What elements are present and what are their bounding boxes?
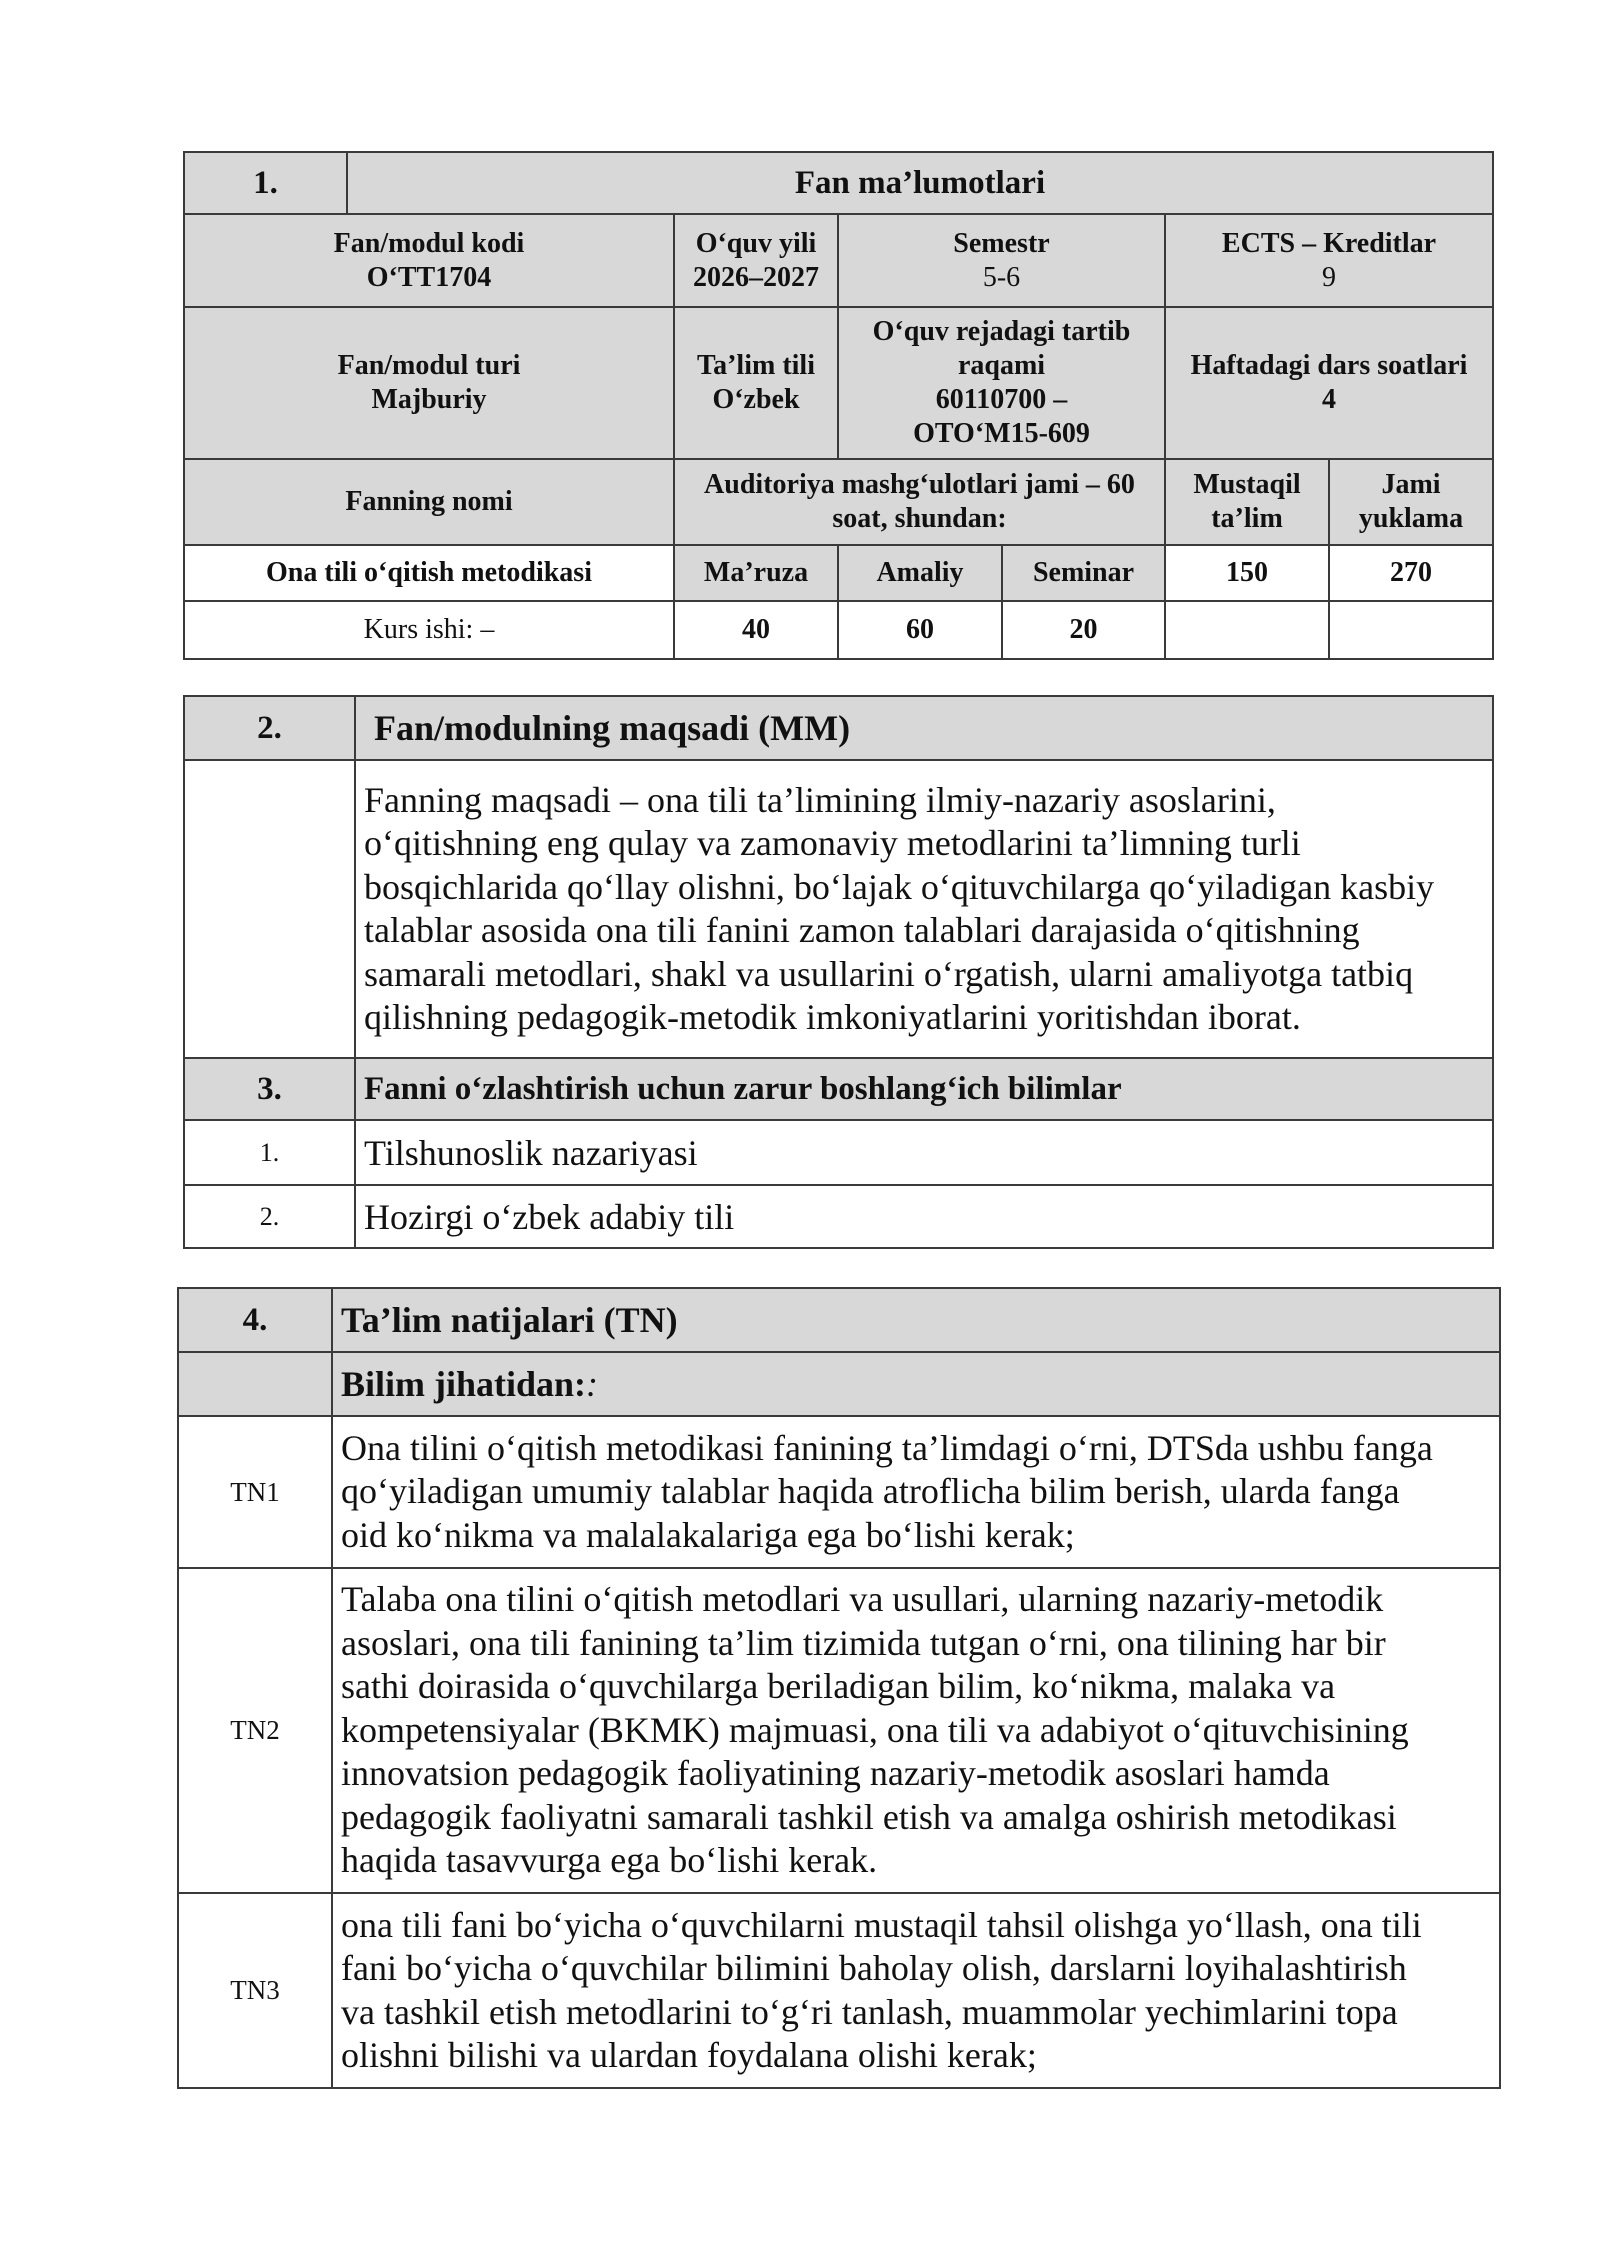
section-number: 4. bbox=[178, 1288, 332, 1352]
lecture-hours: 40 bbox=[674, 601, 838, 659]
module-type-cell: Fan/modul turi Majburiy bbox=[184, 307, 674, 459]
language-cell: Ta’lim tili O‘zbek bbox=[674, 307, 838, 459]
total-load-label: Jami yuklama bbox=[1329, 459, 1493, 545]
ects-cell: ECTS – Kreditlar 9 bbox=[1165, 214, 1493, 307]
prerequisite-number: 2. bbox=[184, 1185, 355, 1248]
outcome-text: ona tili fani bo‘yicha o‘quvchilarni mustaqil tahsil olishga yo‘llash, ona tili fani bo‘yicha o‘quvchilar bilimini baholay olish, darslarni loyihalashtirish va tashkil etish metodlarini to‘g‘ri tanlash, muammolar yechimlarini topa olishni bilishi va ulardan foydalana olishi kerak; bbox=[332, 1893, 1500, 2088]
outcomes-subtitle: Bilim jihatidan:: bbox=[332, 1352, 1500, 1416]
practical-hours: 60 bbox=[838, 601, 1002, 659]
total-load-value: 270 bbox=[1329, 545, 1493, 601]
outcome-text: Talaba ona tilini o‘qitish metodlari va usullari, ularning nazariy-metodik asoslari, ona tili fanining ta’lim tizimida tutgan o‘rni, ona tilining har bir sathi doirasida o‘quvchilarga beriladigan bilim, ko‘nikma, malaka va kompetensiyalar (BKMK) majmuasi, ona tili va adabiyot o‘qituvchisining innovatsion pedagogik faoliyatining nazariy-metodik asoslari hamda pedagogik faoliyatni samarali tashkil etish va amalga oshirish metodikasi haqida tasavvurga ega bo‘lishi kerak. bbox=[332, 1568, 1500, 1893]
lecture-label: Ma’ruza bbox=[674, 545, 838, 601]
section-title: Ta’lim natijalari (TN) bbox=[332, 1288, 1500, 1352]
seminar-label: Seminar bbox=[1002, 545, 1165, 601]
section-title: Fanni o‘zlashtirish uchun zarur boshlang‘ich bilimlar bbox=[355, 1058, 1493, 1120]
empty-cell bbox=[1329, 601, 1493, 659]
goal-text: Fanning maqsadi – ona tili ta’limining ilmiy-nazariy asoslarini, o‘qitishning eng qulay va zamonaviy metodlarini ta’limning turli bosqichlarida qo‘llay olishni, bo‘lajak o‘qituvchilarga qo‘yiladigan kasbiy talablar asosida ona tili fanini zamon talablari darajasida o‘qitishning samarali metodlari, shakl va usullarini o‘rgatish, ularni amaliyotga tatbiq qilishning pedagogik-metodik imkoniyatlarini yoritishdan iborat. bbox=[355, 760, 1493, 1058]
independent-study-value: 150 bbox=[1165, 545, 1329, 601]
section-number: 2. bbox=[184, 696, 355, 760]
outcome-text: Ona tilini o‘qitish metodikasi fanining ta’limdagi o‘rni, DTSda ushbu fanga qo‘yiladigan umumiy talablar haqida atroflicha bilim berish, ularda fanga oid ko‘nikma va malalakalariga ega bo‘lishi kerak; bbox=[332, 1416, 1500, 1568]
curriculum-number-cell: O‘quv rejadagi tartib raqami 60110700 – OTO‘M15-609 bbox=[838, 307, 1165, 459]
prerequisite-item: Tilshunoslik nazariyasi bbox=[355, 1120, 1493, 1185]
prerequisite-number: 1. bbox=[184, 1120, 355, 1185]
outcome-code: TN3 bbox=[178, 1893, 332, 2088]
seminar-hours: 20 bbox=[1002, 601, 1165, 659]
empty-cell bbox=[1165, 601, 1329, 659]
prerequisite-item: Hozirgi o‘zbek adabiy tili bbox=[355, 1185, 1493, 1248]
empty-cell bbox=[184, 760, 355, 1058]
module-code-cell: Fan/modul kodi O‘TT1704 bbox=[184, 214, 674, 307]
weekly-hours-cell: Haftadagi dars soatlari 4 bbox=[1165, 307, 1493, 459]
semester-cell: Semestr 5-6 bbox=[838, 214, 1165, 307]
section-title: Fan/modulning maqsadi (MM) bbox=[355, 696, 1493, 760]
outcome-code: TN2 bbox=[178, 1568, 332, 1893]
academic-year-cell: O‘quv yili 2026–2027 bbox=[674, 214, 838, 307]
empty-cell bbox=[178, 1352, 332, 1416]
module-goal-table bbox=[183, 695, 1494, 1249]
subject-name-value: Ona tili o‘qitish metodikasi bbox=[184, 545, 674, 601]
outcome-code: TN1 bbox=[178, 1416, 332, 1568]
learning-outcomes-table bbox=[177, 1287, 1501, 2089]
practical-label: Amaliy bbox=[838, 545, 1002, 601]
section-number: 1. bbox=[184, 152, 347, 214]
subject-name-label: Fanning nomi bbox=[184, 459, 674, 545]
auditory-hours-cell: Auditoriya mashg‘ulotlari jami – 60 soat, shundan: bbox=[674, 459, 1165, 545]
section-title: Fan ma’lumotlari bbox=[347, 152, 1493, 214]
section-number: 3. bbox=[184, 1058, 355, 1120]
independent-study-label: Mustaqil ta’lim bbox=[1165, 459, 1329, 545]
course-work-cell: Kurs ishi: – bbox=[184, 601, 674, 659]
subject-info-table bbox=[183, 151, 1494, 660]
